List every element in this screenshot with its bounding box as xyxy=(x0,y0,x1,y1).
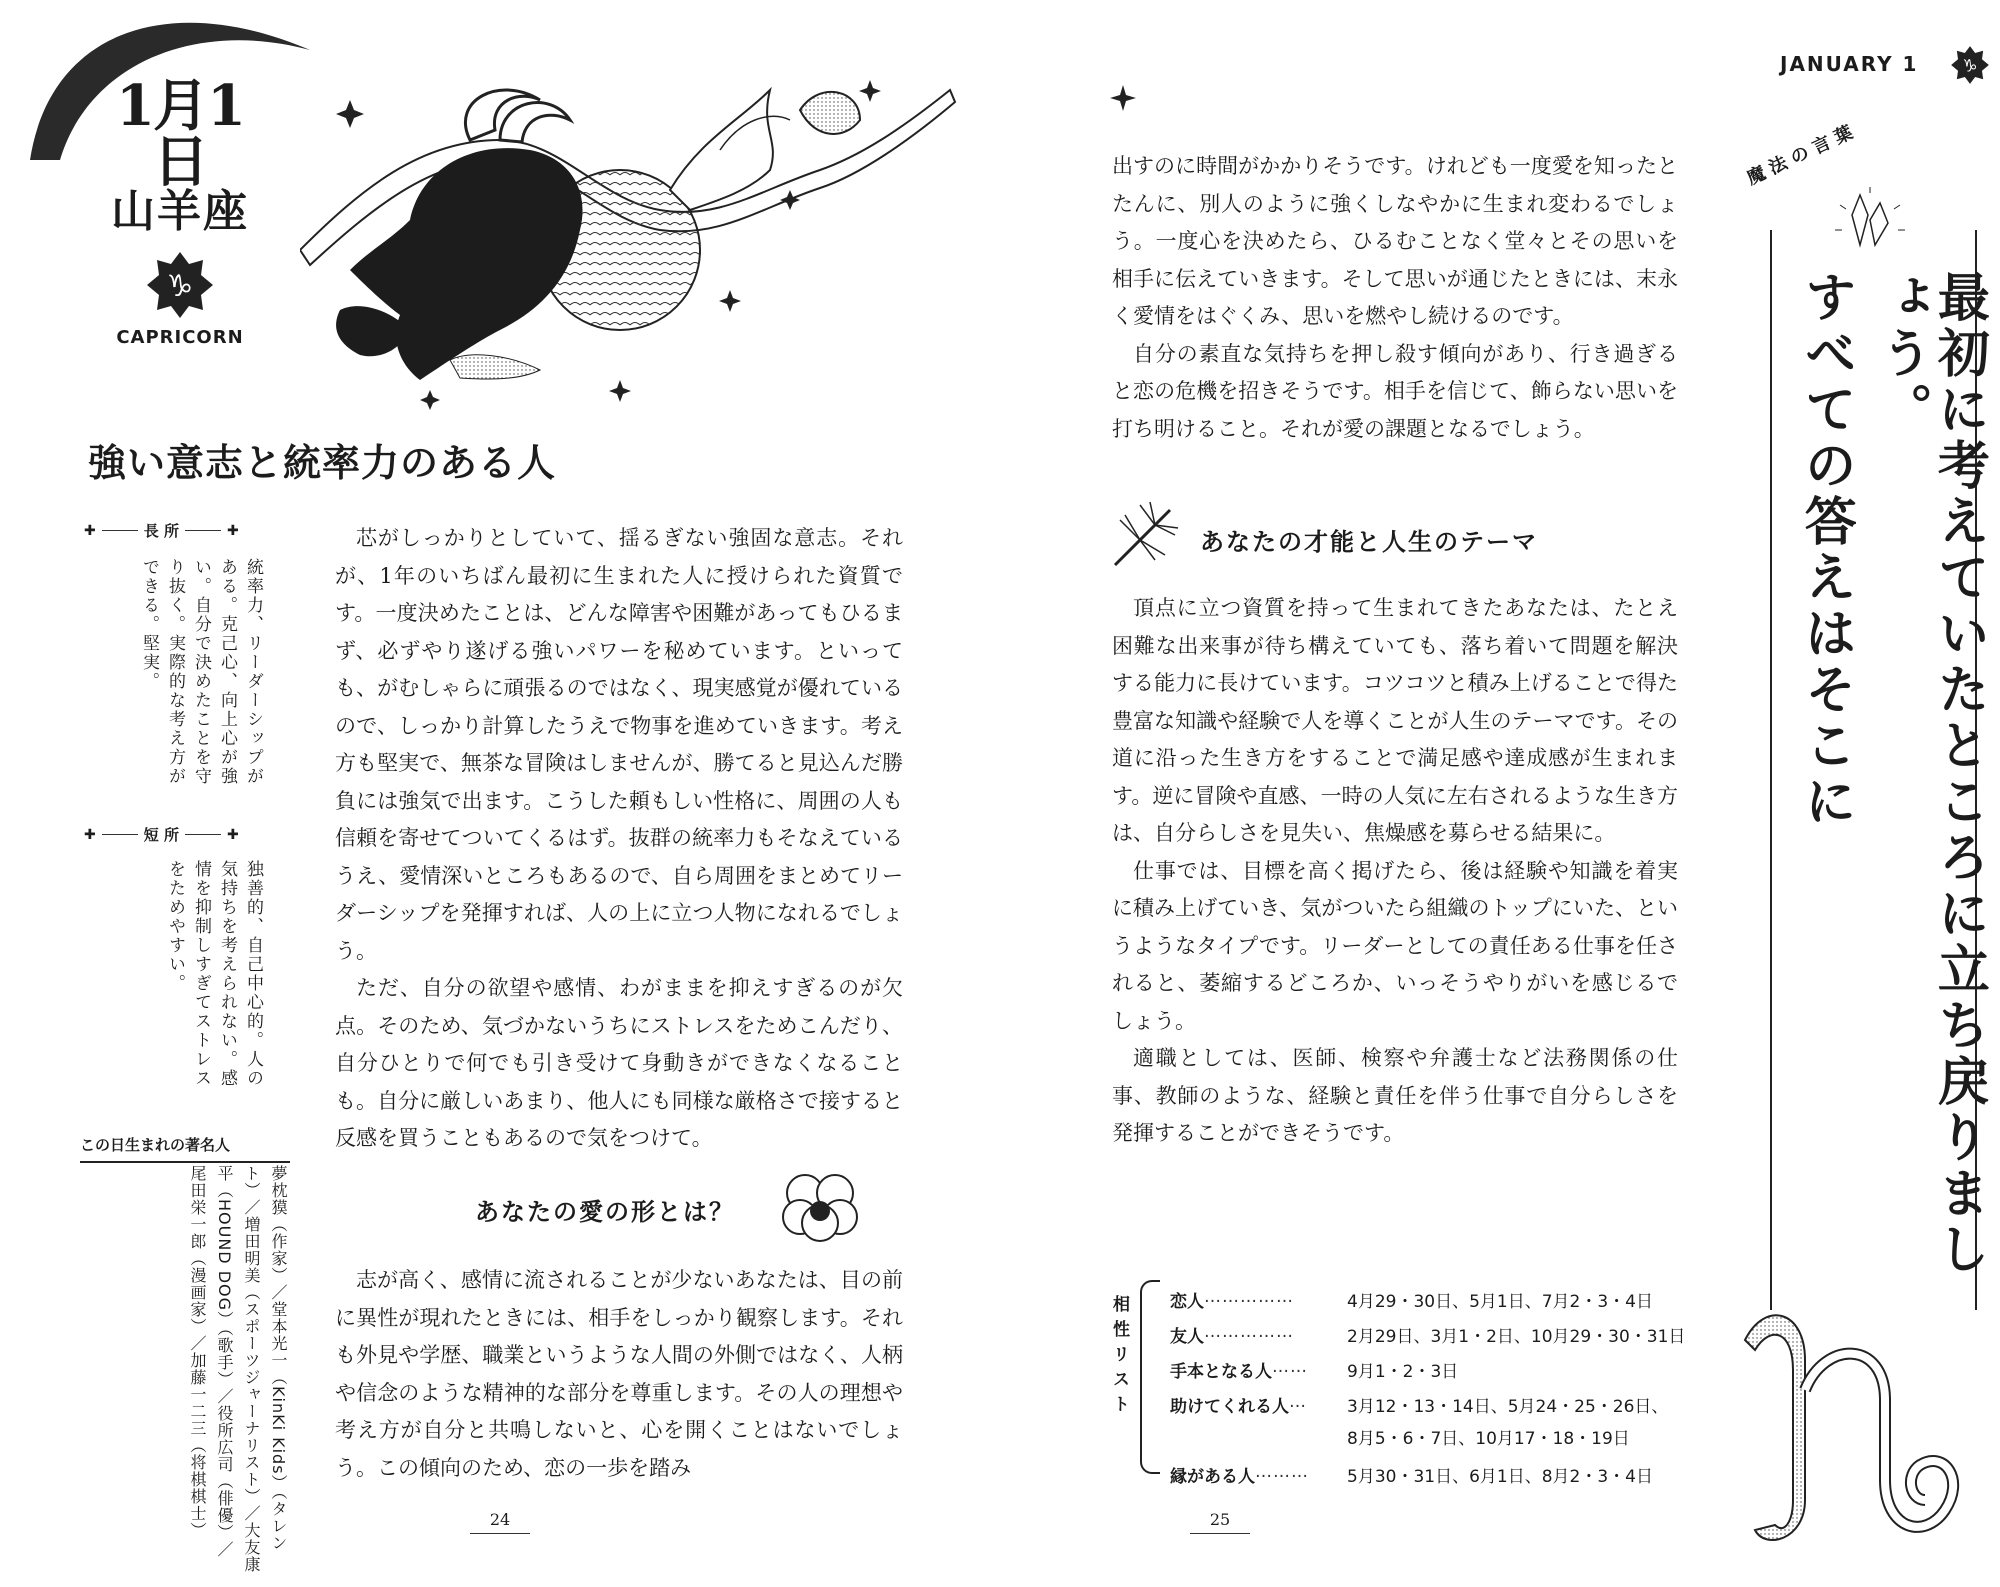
rule-divider xyxy=(102,530,138,531)
rule-divider xyxy=(185,530,221,531)
strengths-label: 長 所 xyxy=(143,522,179,540)
compatibility-dots: … xyxy=(1289,1392,1307,1412)
compatibility-row xyxy=(1170,1287,1653,1312)
rule-divider xyxy=(185,834,221,835)
compatibility-value: 8月5・6・7日、10月17・18・19日 xyxy=(1347,1429,1630,1449)
page-number-right xyxy=(1180,1510,1260,1534)
capricorn-badge-icon xyxy=(145,250,215,320)
famous-people-text: 夢枕獏（作家）／堂本光一（KinKi Kids）（タレント）／増田明美（スポーツジャーナリスト）／大友康平（HOUND DOG）（歌手）／役所広司（俳優）／尾田栄一郎（漫画家）／加藤一二三（将棋棋士） xyxy=(188,1165,288,1573)
svg-text:♑: ♑ xyxy=(1962,56,1978,77)
page-number-text: 24 xyxy=(489,1510,511,1529)
capricorn-badge-icon xyxy=(1950,45,1990,85)
compatibility-dots: ……… xyxy=(1255,1462,1309,1482)
right-page xyxy=(1000,0,2000,1587)
page-number-text: 25 xyxy=(1209,1510,1231,1529)
page-number-left xyxy=(460,1510,540,1534)
main-heading: 強い意志と統率力のある人 xyxy=(88,440,557,485)
frame-line-left xyxy=(1770,230,1772,1310)
compatibility-row xyxy=(1170,1357,1459,1382)
personality-paragraph: ただ、自分の欲望や感情、わがままを抑えすぎるのが欠点。そのため、気づかないうちにストレスをためこんだり、自分ひとりで何でも引き受けて身動きができなくなることも。自分に厳しいあまり、他人にも同様な厳格さで接すると反感を買うこともあるので気をつけて。 xyxy=(335,976,903,1150)
cross-ornament-icon: ✚ xyxy=(84,522,96,539)
compatibility-dots: …………… xyxy=(1204,1322,1294,1342)
compatibility-key: 友人 xyxy=(1170,1327,1204,1347)
talent-paragraph: 頂点に立つ資質を持って生まれてきたあなたは、たとえ困難な出来事が待ち構えていても、落ち着いて問題を解決する能力に長けています。コツコツと積み上げることで得た豊富な知識や経験で人を導くことが人生のテーマです。その道に沿った生き方をすることで満足感や達成感が生まれます。逆に冒険や直感、一時の人気に左右されるような生き方は、自分らしさを見失い、焦燥感を募らせる結果に。 xyxy=(1112,596,1678,845)
compatibility-bracket xyxy=(1140,1280,1160,1474)
compatibility-label: 相性リスト xyxy=(1109,1295,1129,1420)
personality-body xyxy=(335,520,903,1158)
talent-paragraph: 仕事では、目標を高く掲げたら、後は経験や知識を着実に積み上げていき、気がついたら組織のトップにいた、というようなタイプです。リーダーとしての責任ある仕事を任されると、萎縮するどころか、いっそうやりがいを感じるでしょう。 xyxy=(1112,858,1678,1033)
talent-heading: あなたの才能と人生のテーマ xyxy=(1200,527,1538,556)
love-continued-paragraph: 自分の素直な気持ちを押し殺す傾向があり、行き過ぎると恋の危機を招きそうです。相手を信じて、飾らない思いを打ち明けること。それが愛の課題となるでしょう。 xyxy=(1112,341,1678,441)
cross-ornament-icon: ✚ xyxy=(226,522,239,539)
compatibility-value: 3月12・13・14日、5月24・25・26日、 xyxy=(1347,1397,1669,1417)
love-paragraph: 志が高く、感情に流されることが少ないあなたは、目の前に異性が現れたときには、相手をしっかり観察します。それも外見や学歴、職業というような人間の外側ではなく、人柄や信念のような精神的な部分を尊重します。その人の理想や考え方が自分と共鳴しないと、心を開くことはないでしょう。この傾向のため、恋の一歩を踏み xyxy=(335,1268,903,1480)
sign-name: 山羊座 xyxy=(111,186,249,237)
famous-people-heading: この日生まれの著名人 xyxy=(80,1134,290,1163)
weaknesses-label: 短 所 xyxy=(143,826,179,844)
page-number-rule xyxy=(1190,1533,1250,1534)
star-icon xyxy=(1110,85,1136,111)
weaknesses-text: 独善的、自己中心的。人の気持ちを考えられない。感情を抑制しすぎてストレスをためやすい。 xyxy=(165,860,263,1088)
rule-divider xyxy=(102,834,138,835)
love-continued-paragraph: 出すのに時間がかかりそうです。けれども一度愛を知ったとたんに、別人のように強くしなやかに生まれ変わるでしょう。一度心を決めたら、ひるむことなく堂々とその思いを相手に伝えていきます。そして思いが通じたときには、末永く愛情をはぐくみ、思いを燃やし続けるのです。 xyxy=(1112,154,1678,328)
love-continued-body xyxy=(1112,148,1678,448)
talent-paragraph: 適職としては、医師、検察や弁護士など法務関係の仕事、教師のような、経験と責任を伴う仕事で自分らしさを発揮することができそうです。 xyxy=(1112,1046,1678,1145)
magic-words-line2: すべての答えはそこに xyxy=(1795,270,1857,830)
svg-text:♑: ♑ xyxy=(166,269,194,304)
cross-ornament-icon: ✚ xyxy=(84,826,96,843)
love-body xyxy=(335,1262,903,1487)
compatibility-row xyxy=(1170,1392,1669,1449)
compatibility-value: 4月29・30日、5月1日、7月2・3・4日 xyxy=(1347,1292,1653,1312)
talent-body xyxy=(1112,590,1678,1153)
compatibility-key: 助けてくれる人 xyxy=(1170,1397,1289,1417)
sign-name-english: CAPRICORN xyxy=(116,327,244,348)
capricorn-symbol-ornament-icon xyxy=(1735,1300,1965,1570)
date-title: 1月1日 xyxy=(116,73,244,195)
cross-ornament-icon: ✚ xyxy=(226,826,239,843)
running-head: JANUARY 1 xyxy=(1780,52,1919,76)
magic-words-label: 魔法の言葉 xyxy=(1743,119,1862,190)
page-number-rule xyxy=(470,1533,530,1534)
capricorn-goat-illustration xyxy=(300,80,960,410)
strengths-label-row xyxy=(84,520,239,541)
compatibility-dots: …… xyxy=(1272,1357,1308,1377)
magic-words-line1: 最初に考えていたところに立ち戻りましょう。 xyxy=(1871,270,1990,1278)
compatibility-value: 5月30・31日、6月1日、8月2・3・4日 xyxy=(1347,1467,1653,1487)
pine-branch-icon xyxy=(1110,500,1180,570)
compatibility-row xyxy=(1170,1322,1686,1347)
compatibility-dots: …………… xyxy=(1204,1287,1294,1307)
love-heading: あなたの愛の形とは？ xyxy=(475,1197,735,1226)
strengths-text: 統率力、リーダーシップがある。克己心、向上心が強い。自分で決めたことを守り抜く。実際的な考え方ができる。堅実。 xyxy=(139,558,263,786)
crystal-icon xyxy=(1830,185,1910,255)
compatibility-key: 恋人 xyxy=(1170,1292,1204,1312)
compatibility-row xyxy=(1170,1462,1653,1487)
compatibility-key: 手本となる人 xyxy=(1170,1362,1272,1382)
compatibility-value: 2月29日、3月1・2日、10月29・30・31日 xyxy=(1347,1327,1686,1347)
personality-paragraph: 芯がしっかりとしていて、揺るぎない強固な意志。それが、1年のいちばん最初に生まれた人に授けられた資質です。一度決めたことは、どんな障害や困難があってもひるまず、必ずやり遂げる強いパワーを秘めています。といっても、がむしゃらに頑張るのではなく、現実感覚が優れているので、しっかり計算したうえで物事を進めていきます。考え方も堅実で、無茶な冒険はしませんが、勝てると見込んだ勝負には強気で出ます。こうした頼もしい性格に、周囲の人も信頼を寄せてついてくるはず。抜群の統率力もそなえているうえ、愛情深いところもあるので、自ら周囲をまとめてリーダーシップを発揮すれば、人の上に立つ人物になれるでしょう。 xyxy=(335,526,903,963)
compatibility-value: 9月1・2・3日 xyxy=(1347,1362,1459,1382)
weaknesses-label-row xyxy=(84,824,239,845)
pansy-flower-icon xyxy=(780,1165,860,1245)
compatibility-key: 縁がある人 xyxy=(1170,1467,1255,1487)
